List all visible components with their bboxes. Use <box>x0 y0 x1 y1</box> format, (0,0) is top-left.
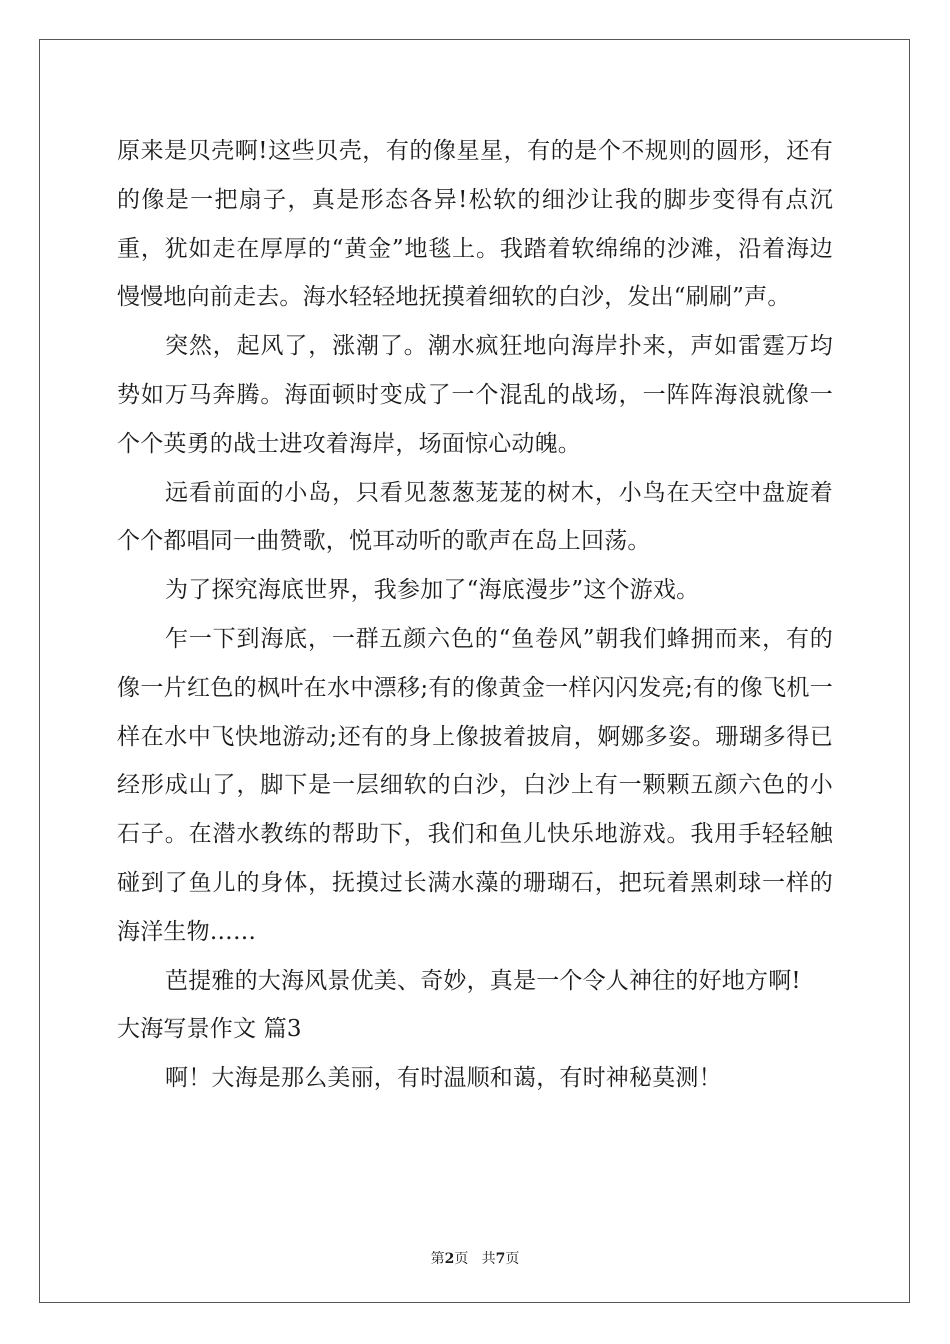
paragraph-6: 芭提雅的大海风景优美、奇妙，真是一个令人神往的好地方啊! <box>165 967 801 994</box>
paragraph-1: 原来是贝壳啊!这些贝壳，有的像星星，有的是个不规则的圆形，还有的像是一把扇子，真是形态各异!松软的细沙让我的脚步变得有点沉重，犹如走在厚厚的“黄金”地毯上。我踏着软绵绵的沙滩，沿着海边慢慢地向前走去。海水轻轻地抚摸着细软的白沙，发出“刷刷”声。 <box>117 138 833 311</box>
page-suffix: 页 <box>454 1251 469 1267</box>
paragraph-2: 突然，起风了，涨潮了。潮水疯狂地向海岸扑来，声如雷霆万均势如万马奔腾。海面顿时变成了一个混乱的战场，一阵阵海浪就像一个个英勇的战士进攻着海岸，场面惊心动魄。 <box>117 333 833 457</box>
paragraph-4: 为了探究海底世界，我参加了“海底漫步”这个游戏。 <box>165 577 700 604</box>
total-pages: 7 <box>495 1251 506 1267</box>
page-number: 2 <box>444 1251 455 1267</box>
paragraph-5: 乍一下到海底，一群五颜六色的“鱼卷风”朝我们蜂拥而来，有的像一片红色的枫叶在水中漂移;有的像黄金一样闪闪发亮;有的像飞机一样在水中飞快地游动;还有的身上像披着披肩，婀娜多姿。珊瑚多得已经形成山了，脚下是一层细软的白沙，白沙上有一颗颗五颜六色的小石子。在潜水教练的帮助下，我们和鱼儿快乐地游戏。我用手轻轻触碰到了鱼儿的身体，抚摸过长满水藻的珊瑚石，把玩着黑刺球一样的海洋生物…… <box>117 625 833 945</box>
paragraph-3: 远看前面的小岛，只看见葱葱茏茏的树木，小鸟在天空中盘旋着个个都唱同一曲赞歌，悦耳动听的歌声在岛上回荡。 <box>117 479 833 555</box>
page-prefix: 第 <box>430 1251 445 1267</box>
document-body <box>117 127 833 1103</box>
section-heading: 大海写景作文 篇3 <box>117 1016 302 1043</box>
page-footer <box>0 1248 950 1268</box>
total-prefix: 共 <box>481 1251 496 1267</box>
paragraph-7: 啊！大海是那么美丽，有时温顺和蔼，有时神秘莫测！ <box>165 1065 722 1092</box>
total-suffix: 页 <box>505 1251 520 1267</box>
